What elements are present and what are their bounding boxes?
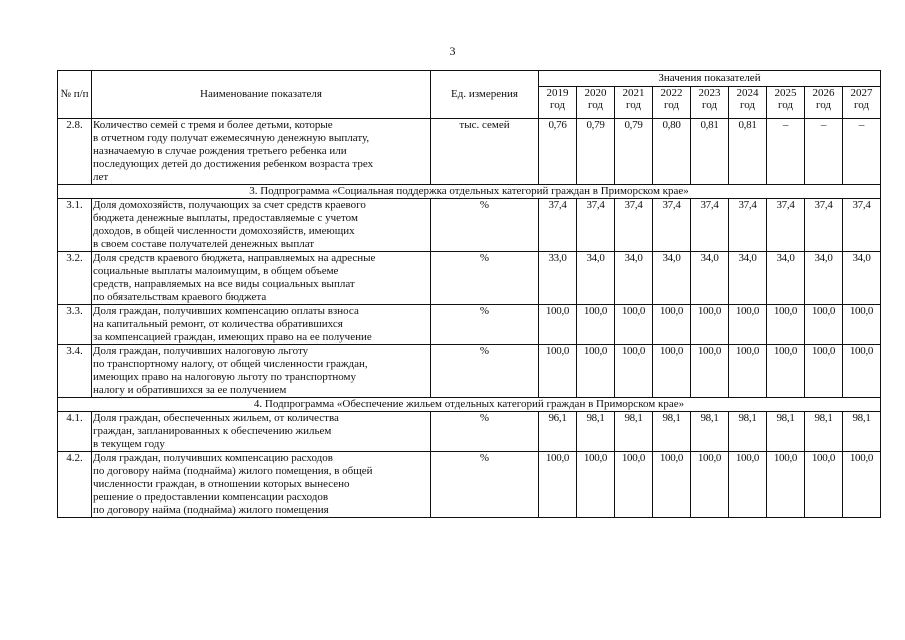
value-cell: 100,0 xyxy=(615,305,653,345)
unit-cell: тыс. семей xyxy=(431,119,539,185)
header-year-suffix: год xyxy=(853,99,870,111)
header-year xyxy=(653,87,691,119)
header-num: № п/п xyxy=(58,71,92,119)
row-number: 3.2. xyxy=(58,252,92,305)
header-year xyxy=(843,87,881,119)
value-cell: 98,1 xyxy=(691,412,729,452)
header-year xyxy=(577,87,615,119)
header-year xyxy=(805,87,843,119)
indicator-name: Доля граждан, получивших налоговую льготу по транспортному налогу, от общей численности граждан, имеющих право на налоговую льготу по транспортному налогу и обратившихся за ее получением xyxy=(92,345,431,398)
section-title: 3. Подпрограмма «Социальная поддержка отдельных категорий граждан в Приморском крае» xyxy=(58,185,881,199)
value-cell: 100,0 xyxy=(653,345,691,398)
value-cell: 98,1 xyxy=(729,412,767,452)
table-row xyxy=(58,452,881,518)
value-cell: 100,0 xyxy=(539,305,577,345)
value-cell: 100,0 xyxy=(691,305,729,345)
unit-cell: % xyxy=(431,452,539,518)
value-cell: 34,0 xyxy=(653,252,691,305)
table-row xyxy=(58,305,881,345)
header-year-suffix: год xyxy=(815,99,832,111)
value-cell: 0,79 xyxy=(577,119,615,185)
value-cell: 37,4 xyxy=(729,199,767,252)
value-cell: 37,4 xyxy=(843,199,881,252)
value-cell: 100,0 xyxy=(653,452,691,518)
indicator-name: Доля граждан, получивших компенсацию расходов по договору найма (поднайма) жилого помещения, в общей численности граждан, в отношении которых вынесено решение о предоставлении компенсации расходов по договору найма (поднайма) жилого помещения xyxy=(92,452,431,518)
value-cell: 100,0 xyxy=(729,305,767,345)
value-cell: 100,0 xyxy=(691,345,729,398)
value-cell: – xyxy=(767,119,805,185)
value-cell: 100,0 xyxy=(577,345,615,398)
header-year-suffix: год xyxy=(587,99,604,111)
row-number: 3.1. xyxy=(58,199,92,252)
indicator-name: Количество семей с тремя и более детьми, которые в отчетном году получат ежемесячную денежную выплату, назначаемую в случае рождения третьего ребенка или последующих детей до достижения ребенком возраста трех лет xyxy=(92,119,431,185)
header-year xyxy=(691,87,729,119)
indicator-name: Доля граждан, обеспеченных жильем, от количества граждан, запланированных к обеспечению жильем в текущем году xyxy=(92,412,431,452)
page-number: 3 xyxy=(449,44,456,58)
value-cell: 0,76 xyxy=(539,119,577,185)
header-year-value: 2027 xyxy=(850,87,873,99)
row-number: 3.4. xyxy=(58,345,92,398)
header-year-value: 2025 xyxy=(774,87,797,99)
header-unit: Ед. измерения xyxy=(431,71,539,119)
value-cell: 0,80 xyxy=(653,119,691,185)
header-year-value: 2026 xyxy=(812,87,835,99)
header-year-suffix: год xyxy=(663,99,680,111)
value-cell: 100,0 xyxy=(805,345,843,398)
value-cell: 100,0 xyxy=(539,345,577,398)
value-cell: 33,0 xyxy=(539,252,577,305)
value-cell: 98,1 xyxy=(843,412,881,452)
value-cell: 34,0 xyxy=(577,252,615,305)
row-number: 4.2. xyxy=(58,452,92,518)
value-cell: 100,0 xyxy=(615,452,653,518)
unit-cell: % xyxy=(431,412,539,452)
table-row xyxy=(58,345,881,398)
value-cell: 37,4 xyxy=(539,199,577,252)
value-cell: 100,0 xyxy=(539,452,577,518)
value-cell: 37,4 xyxy=(615,199,653,252)
header-year-value: 2024 xyxy=(736,87,759,99)
value-cell: 34,0 xyxy=(615,252,653,305)
value-cell: 98,1 xyxy=(615,412,653,452)
header-year-suffix: год xyxy=(625,99,642,111)
value-cell: – xyxy=(805,119,843,185)
row-number: 2.8. xyxy=(58,119,92,185)
unit-cell: % xyxy=(431,305,539,345)
value-cell: 98,1 xyxy=(805,412,843,452)
value-cell: 100,0 xyxy=(691,452,729,518)
value-cell: 37,4 xyxy=(691,199,729,252)
value-cell: 100,0 xyxy=(767,305,805,345)
header-year xyxy=(767,87,805,119)
table-row xyxy=(58,199,881,252)
section-row xyxy=(58,398,881,412)
row-number: 3.3. xyxy=(58,305,92,345)
value-cell: 100,0 xyxy=(653,305,691,345)
value-cell: 100,0 xyxy=(805,305,843,345)
header-year-suffix: год xyxy=(739,99,756,111)
header-year-value: 2019 xyxy=(546,87,569,99)
value-cell: 98,1 xyxy=(577,412,615,452)
header-year-value: 2021 xyxy=(622,87,645,99)
header-year-suffix: год xyxy=(777,99,794,111)
value-cell: 34,0 xyxy=(767,252,805,305)
value-cell: 37,4 xyxy=(805,199,843,252)
table-row xyxy=(58,252,881,305)
header-values-group: Значения показателей xyxy=(539,71,881,87)
value-cell: 100,0 xyxy=(843,452,881,518)
table-row xyxy=(58,412,881,452)
value-cell: 98,1 xyxy=(767,412,805,452)
row-number: 4.1. xyxy=(58,412,92,452)
header-year-suffix: год xyxy=(549,99,566,111)
value-cell: 34,0 xyxy=(843,252,881,305)
indicator-name: Доля средств краевого бюджета, направляемых на адресные социальные выплаты малоимущим, в общем объеме средств, направляемых на все виды социальных выплат по обязательствам краевого бюджета xyxy=(92,252,431,305)
value-cell: 34,0 xyxy=(691,252,729,305)
value-cell: 0,81 xyxy=(691,119,729,185)
indicator-name: Доля граждан, получивших компенсацию оплаты взноса на капитальный ремонт, от количества обратившихся за компенсацией граждан, имеющих право на ее получение xyxy=(92,305,431,345)
value-cell: 100,0 xyxy=(729,452,767,518)
unit-cell: % xyxy=(431,199,539,252)
value-cell: 0,81 xyxy=(729,119,767,185)
indicators-table xyxy=(57,70,881,518)
value-cell: 100,0 xyxy=(843,305,881,345)
value-cell: 96,1 xyxy=(539,412,577,452)
unit-cell: % xyxy=(431,252,539,305)
value-cell: 37,4 xyxy=(653,199,691,252)
value-cell: 34,0 xyxy=(805,252,843,305)
value-cell: 100,0 xyxy=(729,345,767,398)
value-cell: 100,0 xyxy=(577,305,615,345)
value-cell: – xyxy=(843,119,881,185)
value-cell: 98,1 xyxy=(653,412,691,452)
unit-cell: % xyxy=(431,345,539,398)
value-cell: 37,4 xyxy=(767,199,805,252)
header-year-value: 2020 xyxy=(584,87,607,99)
section-title: 4. Подпрограмма «Обеспечение жильем отдельных категорий граждан в Приморском крае» xyxy=(58,398,881,412)
value-cell: 100,0 xyxy=(615,345,653,398)
header-year-value: 2022 xyxy=(660,87,683,99)
value-cell: 0,79 xyxy=(615,119,653,185)
section-row xyxy=(58,185,881,199)
header-year xyxy=(539,87,577,119)
value-cell: 100,0 xyxy=(577,452,615,518)
value-cell: 100,0 xyxy=(843,345,881,398)
table-row xyxy=(58,119,881,185)
header-year-value: 2023 xyxy=(698,87,721,99)
value-cell: 100,0 xyxy=(767,452,805,518)
value-cell: 34,0 xyxy=(729,252,767,305)
value-cell: 100,0 xyxy=(767,345,805,398)
header-name: Наименование показателя xyxy=(92,71,431,119)
header-year xyxy=(615,87,653,119)
value-cell: 37,4 xyxy=(577,199,615,252)
header-year xyxy=(729,87,767,119)
header-year-suffix: год xyxy=(701,99,718,111)
value-cell: 100,0 xyxy=(805,452,843,518)
indicator-name: Доля домохозяйств, получающих за счет средств краевого бюджета денежные выплаты, предоставляемые с учетом доходов, в общей численности домохозяйств, имеющих в своем составе получателей денежных выплат xyxy=(92,199,431,252)
